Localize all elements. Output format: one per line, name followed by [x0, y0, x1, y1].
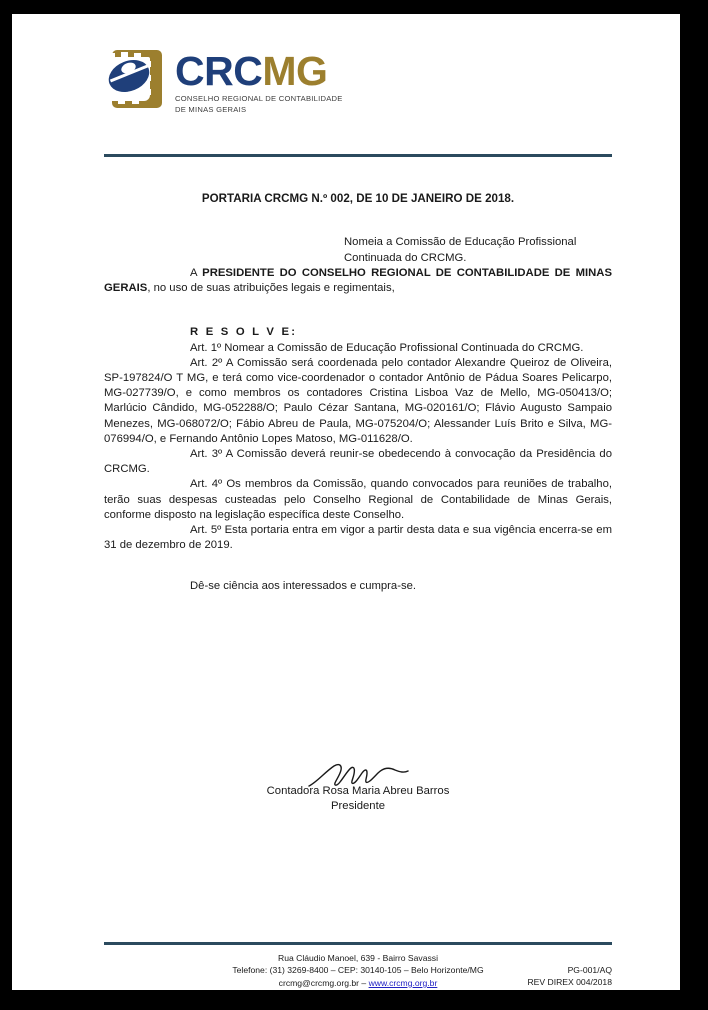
header-divider — [104, 154, 612, 157]
crcmg-logo — [104, 48, 614, 115]
article-4-text: Art. 4º Os membros da Comissão, quando convocados para reuniões de trabalho, terão suas despesas custeadas pelo Conselho Regional de Contabilidade de Minas Gerais, conforme disposto na legislação específica deste Conselho. — [104, 478, 612, 521]
document-body — [104, 184, 612, 595]
preamble-lead: A — [190, 267, 203, 280]
resolve-heading: R E S O L V E: — [190, 326, 298, 339]
logo-word-mg: MG — [262, 48, 328, 94]
crcmg-logo-text — [175, 48, 343, 115]
logo-subtitle-line-2: DE MINAS GERAIS — [175, 104, 247, 114]
logo-subtitle-line-1: CONSELHO REGIONAL DE CONTABILIDADE — [175, 94, 343, 103]
footer-divider — [104, 942, 612, 945]
preamble-authority: PRESIDENTE DO CONSELHO REGIONAL DE CONTABILIDADE DE MINAS GERAIS — [104, 267, 612, 295]
document-footer — [104, 948, 612, 990]
footer-doc-code-block — [527, 964, 612, 989]
article-1-text: Art. 1º Nomear a Comissão de Educação Profissional Continuada do CRCMG. — [190, 341, 584, 354]
article-4 — [104, 477, 612, 523]
logo-word-crc: CRC — [175, 48, 263, 94]
footer-website-link[interactable]: www.crcmg.org.br — [368, 977, 438, 988]
article-2 — [104, 356, 612, 447]
article-1 — [104, 341, 612, 356]
preamble-tail: , no uso de suas atribuições legais e regimentais, — [147, 282, 395, 295]
signatory-name: Contadora Rosa Maria Abreu Barros — [266, 785, 450, 797]
preamble-paragraph — [104, 266, 612, 296]
article-2-text: Art. 2º A Comissão será coordenada pelo contador Alexandre Queiroz de Oliveira, SP-197824/O T MG, e terá como vice-coordenador o contador Antônio de Pádua Soares Pelicarpo, MG-027739/O, e como membros os contadores Cristina Lisboa Vaz de Mello, MG-050413/O; Marlúcio Cândido, MG-052288/O; Paulo Cézar Santana, MG-020161/O; Flávio Augusto Sampaio Menezes, MG-068072/O; Fábio Abreu de Paula, MG-075204/O; Alessander Luís Brito e Silva, MG-076994/O, e Fernando Antônio Lopes Matoso, MG-011628/O. — [104, 356, 612, 445]
footer-phone: Telefone: (31) 3269-8400 – CEP: 30140-105 – Belo Horizonte/MG — [232, 965, 484, 976]
article-3-text: Art. 3º A Comissão deverá reunir-se obedecendo à convocação da Presidência do CRCMG. — [104, 448, 612, 476]
crcmg-emblem-icon — [104, 50, 162, 108]
article-3 — [104, 447, 612, 477]
signatory-role: Presidente — [330, 800, 385, 812]
ementa-text: Nomeia a Comissão de Educação Profissional Continuada do CRCMG. — [344, 236, 577, 264]
footer-doc-code: PG-001/AQ — [567, 965, 612, 975]
document-page — [12, 14, 680, 990]
footer-address: Rua Cláudio Manoel, 639 - Bairro Savassi — [277, 953, 439, 963]
footer-doc-revision: REV DIREX 004/2018 — [527, 977, 612, 988]
signature-block — [104, 762, 612, 814]
document-header — [104, 48, 614, 148]
article-5 — [104, 523, 612, 553]
footer-email: crcmg@crcmg.org.br – — [278, 977, 369, 988]
closing-statement: Dê-se ciência aos interessados e cumpra-se. — [190, 580, 417, 593]
page-title: PORTARIA CRCMG N.º 002, DE 10 DE JANEIRO DE 2018. — [201, 192, 515, 205]
article-5-text: Art. 5º Esta portaria entra em vigor a partir desta data e sua vigência encerra-se em 31 de dezembro de 2019. — [104, 524, 612, 552]
